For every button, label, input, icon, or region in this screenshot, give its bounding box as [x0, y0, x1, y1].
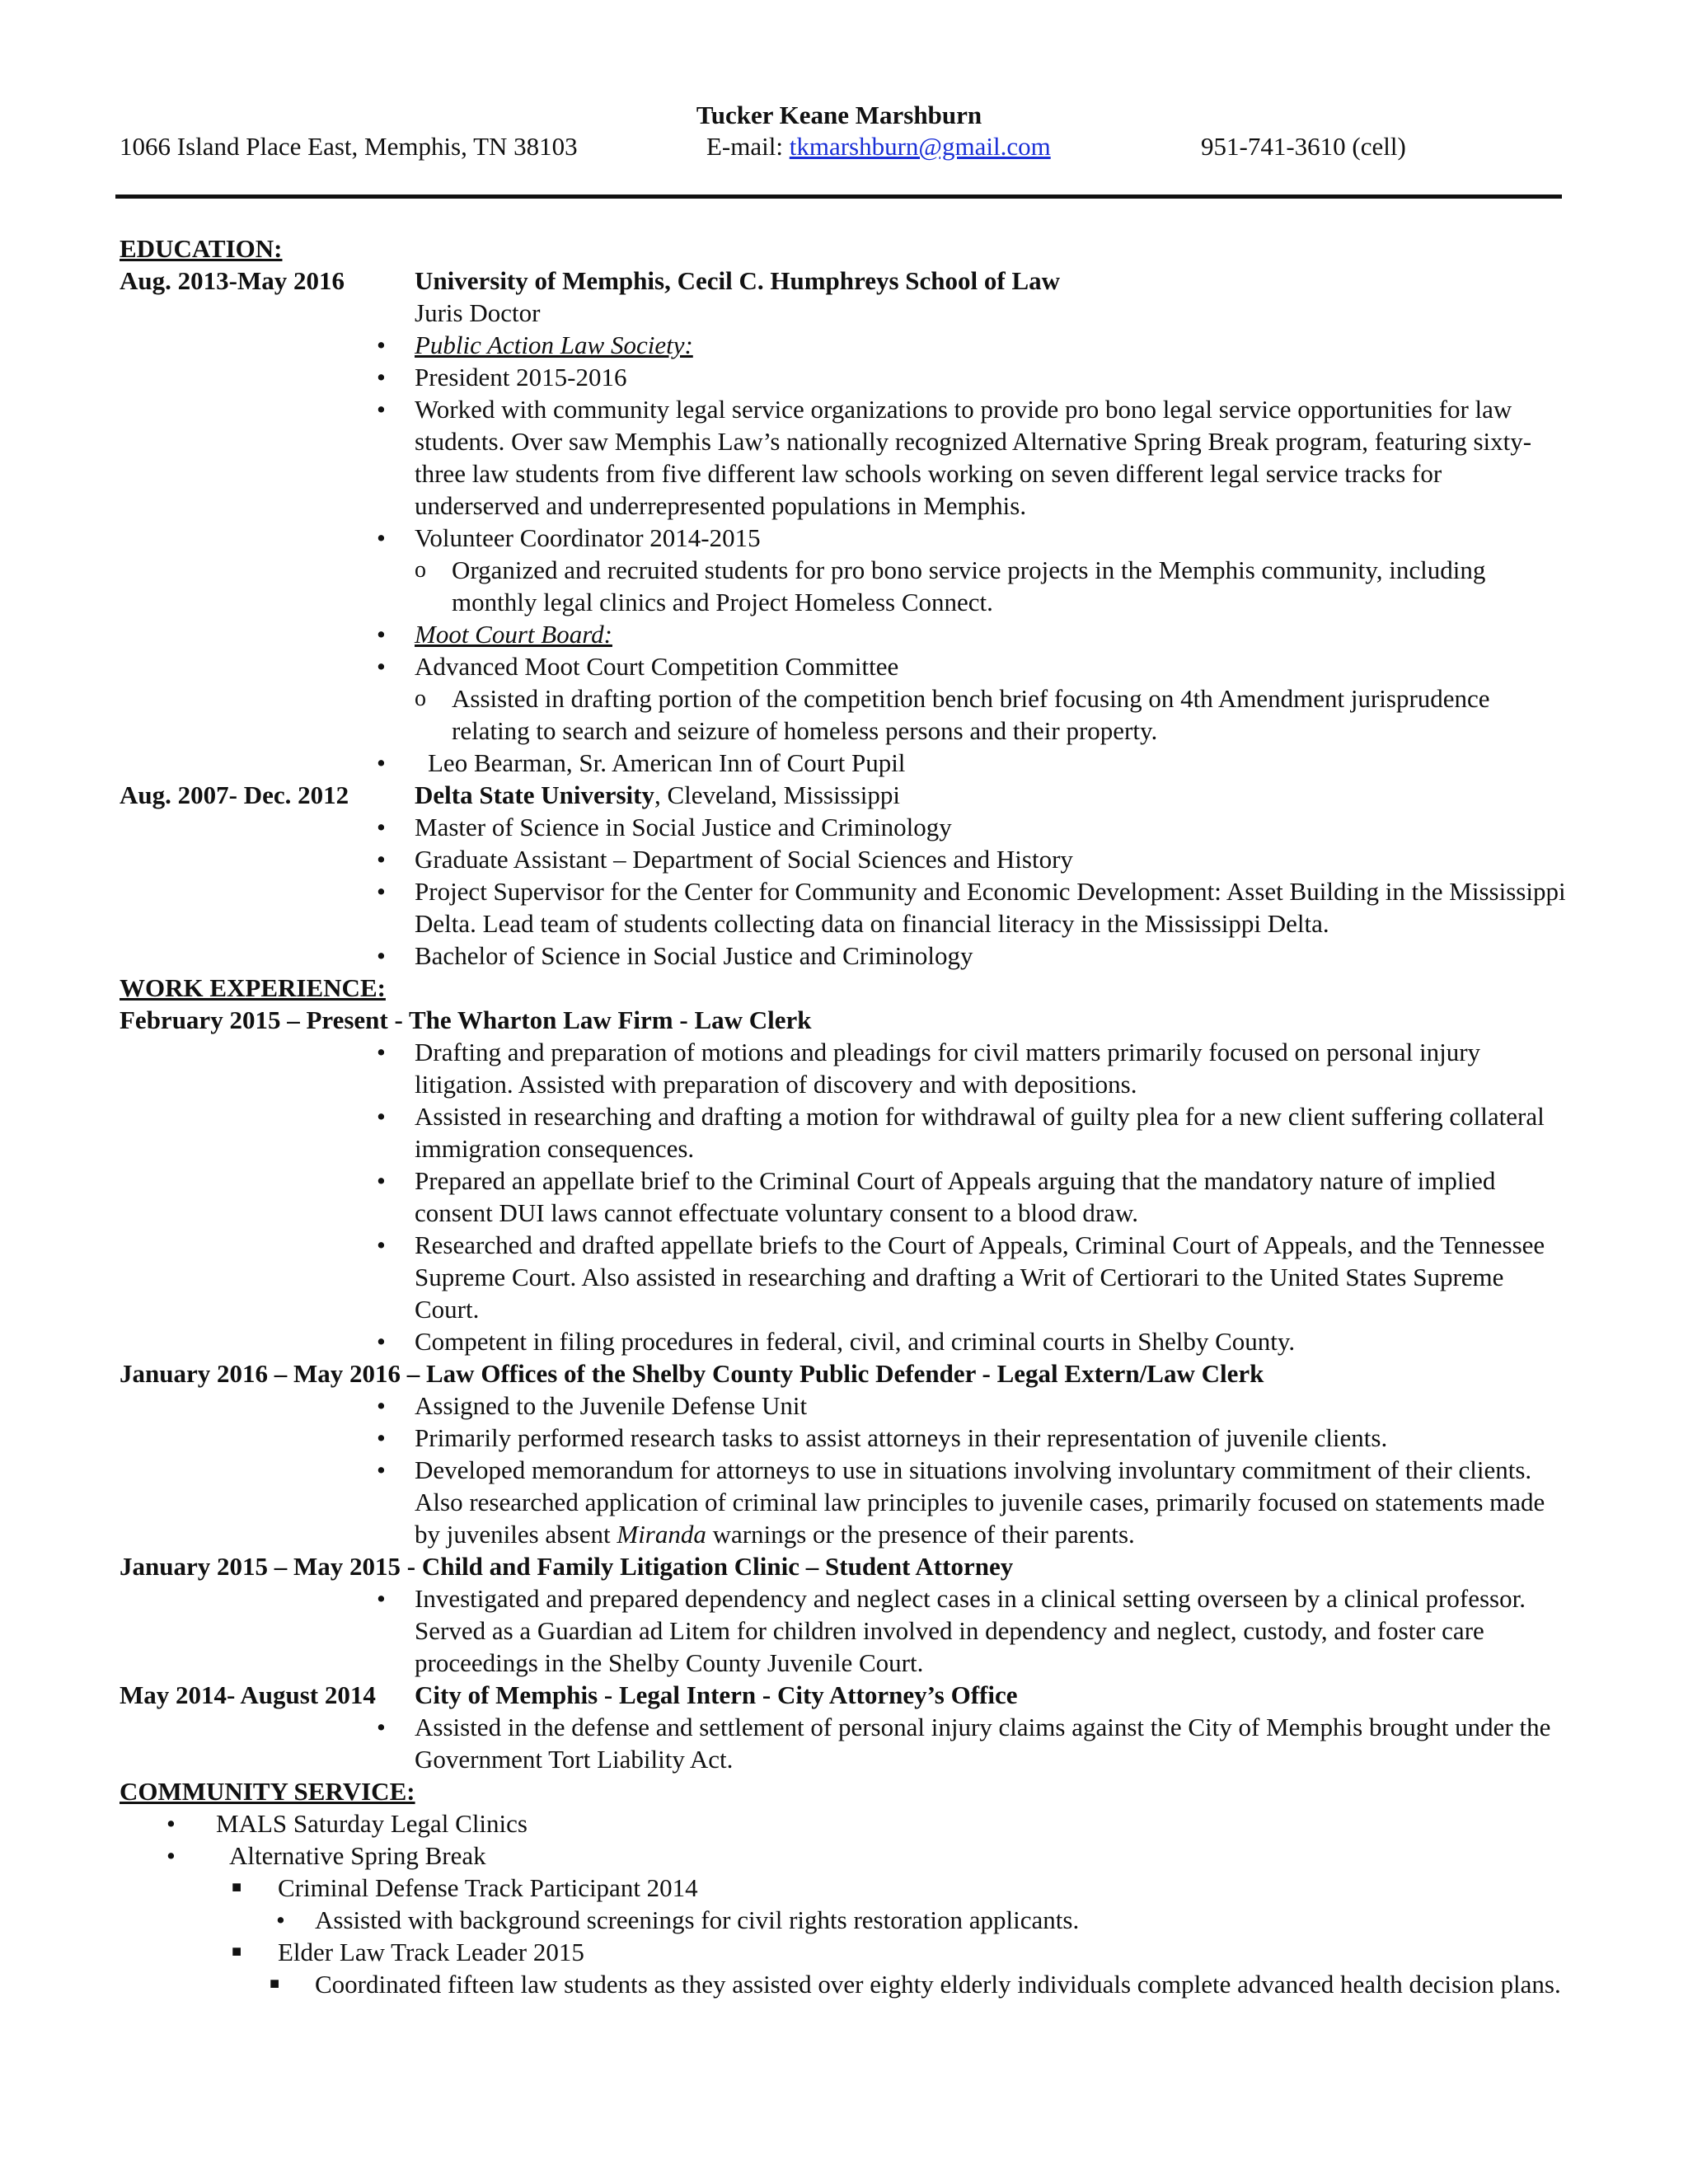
list-item: • Primarily performed research tasks to assist attorneys in their representation of juvenile clients. — [377, 1423, 1388, 1452]
bullet-icon: • — [377, 1166, 386, 1195]
bullet-icon: • — [377, 1713, 386, 1741]
bullet-icon: • — [166, 1809, 176, 1838]
job-title-wharton: February 2015 – Present - The Wharton Law Firm - Law Clerk — [120, 1005, 812, 1034]
list-item: • Alternative Spring Break — [166, 1841, 486, 1870]
sub-sub-list-item: • Assisted with background screenings for civil rights restoration applicants. — [276, 1905, 1080, 1934]
square-bullet-icon: ■ — [232, 1943, 242, 1961]
bullet-icon: • — [377, 1391, 386, 1420]
list-item: • Moot Court Board: — [377, 620, 612, 649]
list-item: • Worked with community legal service organizations to provide pro bono legal service opportunities for law students. Over saw Memphis Law’s nationally recognized Alternative Spring Break program, featuring sixty-three law students from five different law schools working on seven different legal service tracks for underserved and underrepresented populations in Memphis. — [377, 395, 1532, 520]
wharton-list — [120, 1036, 1570, 1357]
list-item: • Master of Science in Social Justice and Criminology — [377, 813, 952, 841]
list-item: • Public Action Law Society: — [377, 330, 693, 359]
education-heading: EDUCATION: — [120, 234, 283, 263]
list-item: • Project Supervisor for the Center for Community and Economic Development: Asset Building in the Mississippi Delta. Lead team of students collecting data on financial literacy in the Mississippi Delta. — [377, 877, 1566, 938]
list-item: • Developed memorandum for attorneys to use in situations involving involuntary commitment of their clients. Also researched application of criminal law principles to juvenile cases, primarily focused on statements made by juveniles absent Miranda warnings or the presence of their parents. — [377, 1455, 1545, 1549]
bullet-icon: • — [377, 877, 386, 906]
resume-body — [120, 232, 1570, 2000]
square-bullet-icon: ■ — [270, 1975, 280, 1993]
bullet-icon: • — [377, 652, 386, 681]
bullet-icon: • — [377, 330, 386, 359]
sub-sub-list-item: ■ Coordinated fifteen law students as they assisted over eighty elderly individuals complete advanced health decision plans. — [270, 1970, 1561, 1999]
sub-list-item: ■ Criminal Defense Track Participant 2014 — [232, 1873, 698, 1902]
job-date: May 2014- August 2014 — [120, 1680, 376, 1709]
delta-list — [120, 811, 1570, 972]
list-item: • Investigated and prepared dependency and neglect cases in a clinical setting overseen by a clinical professor. Served as a Guardian ad Litem for children involved in dependency and neglect, custody, and foster care proceedings in the Shelby County Juvenile Court. — [377, 1584, 1526, 1677]
community-heading: COMMUNITY SERVICE: — [120, 1777, 415, 1806]
sub-list-item: o Assisted in drafting portion of the competition bench brief focusing on 4th Amendment jurisprudence relating to search and seizure of homeless persons and their property. — [415, 684, 1490, 745]
job-title-clinic: January 2015 – May 2015 - Child and Family Litigation Clinic – Student Attorney — [120, 1552, 1014, 1581]
list-item: • Assigned to the Juvenile Defense Unit — [377, 1391, 808, 1420]
list-item: • Assisted in researching and drafting a motion for withdrawal of guilty plea for a new client suffering collateral immigration consequences. — [377, 1102, 1545, 1163]
bullet-icon: • — [276, 1905, 285, 1934]
bullet-icon: • — [377, 395, 386, 424]
education-date: Aug. 2007- Dec. 2012 — [120, 780, 349, 809]
list-item: • Advanced Moot Court Competition Committee — [377, 652, 899, 681]
list-item: • Volunteer Coordinator 2014-2015 — [377, 523, 761, 552]
candidate-name: Tucker Keane Marshburn — [696, 101, 982, 129]
clinic-list — [120, 1582, 1570, 1679]
list-item: • Competent in filing procedures in federal, civil, and criminal courts in Shelby County. — [377, 1327, 1296, 1356]
education-memphis-row — [120, 265, 1570, 329]
degree: Juris Doctor — [415, 298, 541, 327]
phone: 951-741-3610 (cell) — [1201, 132, 1406, 161]
bullet-icon: • — [377, 620, 386, 649]
education-date: Aug. 2013-May 2016 — [120, 266, 345, 295]
memphis-list — [120, 329, 1570, 779]
bullet-icon: • — [377, 1455, 386, 1484]
bullet-icon: • — [166, 1841, 176, 1870]
circle-bullet-icon: o — [415, 557, 426, 583]
bullet-icon: • — [377, 1230, 386, 1259]
bullet-icon: • — [377, 1327, 386, 1356]
list-item: • Graduate Assistant – Department of Social Sciences and History — [377, 845, 1073, 874]
list-item: • Drafting and preparation of motions and pleadings for civil matters primarily focused on personal injury litigation. Assisted with preparation of discovery and with depositions. — [377, 1038, 1481, 1099]
header-divider — [115, 194, 1562, 199]
list-item: • President 2015-2016 — [377, 363, 627, 391]
education-delta-row — [120, 779, 1570, 811]
bullet-icon: • — [377, 1423, 386, 1452]
work-heading: WORK EXPERIENCE: — [120, 973, 386, 1002]
job-title-city: City of Memphis - Legal Intern - City Attorney’s Office — [415, 1680, 1018, 1709]
job-city-row — [120, 1679, 1570, 1711]
email-link[interactable]: tkmarshburn@gmail.com — [789, 132, 1051, 161]
email-block — [706, 130, 1051, 162]
email-label: E-mail: — [706, 132, 783, 161]
bullet-icon: • — [377, 363, 386, 391]
school-location: , Cleveland, Mississippi — [654, 780, 900, 809]
community-list — [120, 1807, 1570, 2000]
sub-list-item: ■ Elder Law Track Leader 2015 — [232, 1938, 584, 1966]
job-title-defender: January 2016 – May 2016 – Law Offices of the Shelby County Public Defender - Legal Extern/Law Clerk — [120, 1359, 1264, 1388]
address: 1066 Island Place East, Memphis, TN 38103 — [120, 132, 578, 161]
square-bullet-icon: ■ — [232, 1878, 242, 1896]
city-list — [120, 1711, 1570, 1775]
sub-list-item: o Organized and recruited students for pro bono service projects in the Memphis community, including monthly legal clinics and Project Homeless Connect. — [415, 555, 1486, 616]
bullet-icon: • — [377, 813, 386, 841]
bullet-icon: • — [377, 523, 386, 552]
bullet-icon: • — [377, 1102, 386, 1131]
school-name: University of Memphis, Cecil C. Humphreys School of Law — [415, 266, 1061, 295]
bullet-icon: • — [377, 845, 386, 874]
contact-line — [120, 130, 1562, 163]
circle-bullet-icon: o — [415, 686, 426, 711]
list-item: • Prepared an appellate brief to the Criminal Court of Appeals arguing that the mandatory nature of implied consent DUI laws cannot effectuate voluntary consent to a blood draw. — [377, 1166, 1496, 1227]
list-item: • Assisted in the defense and settlement of personal injury claims against the City of Memphis brought under the Government Tort Liability Act. — [377, 1713, 1551, 1774]
list-item: • Leo Bearman, Sr. American Inn of Court Pupil — [377, 748, 906, 777]
defender-list — [120, 1390, 1570, 1550]
school-name: Delta State University — [415, 780, 654, 809]
bullet-icon: • — [377, 748, 386, 777]
list-item: • MALS Saturday Legal Clinics — [166, 1809, 528, 1838]
bullet-icon: • — [377, 1038, 386, 1066]
bullet-icon: • — [377, 1584, 386, 1613]
list-item: • Bachelor of Science in Social Justice and Criminology — [377, 941, 973, 970]
list-item: • Researched and drafted appellate briefs to the Court of Appeals, Criminal Court of Appeals, and the Tennessee Supreme Court. Also assisted in researching and drafting a Writ of Certiorari to the United States Supreme Court. — [377, 1230, 1545, 1324]
bullet-icon: • — [377, 941, 386, 970]
